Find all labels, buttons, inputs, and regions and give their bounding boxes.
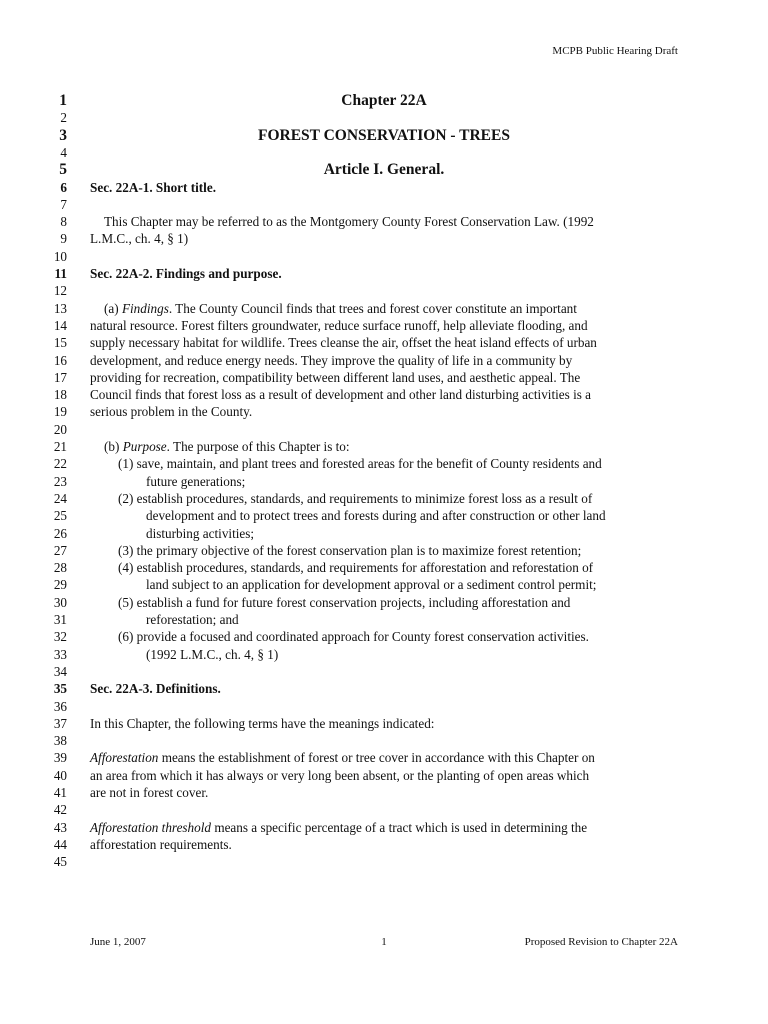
line-40	[0, 767, 768, 784]
line-9	[0, 230, 768, 247]
line-number: 2	[60, 110, 67, 126]
line-number: 28	[53, 560, 67, 576]
line-text: Sec. 22A-2. Findings and purpose.	[90, 266, 282, 281]
line-24	[0, 490, 768, 507]
line-text: land subject to an application for development approval or a sediment control permit;	[146, 577, 597, 593]
line-text: reforestation; and	[146, 612, 239, 627]
line-number: 31	[53, 612, 67, 627]
defined-term: Findings	[121, 300, 169, 316]
line-number: 1	[59, 92, 67, 109]
line-text: (4) establish procedures, standards, and requirements for afforestation and reforestation of	[118, 560, 594, 576]
line-text: future generations;	[146, 473, 246, 489]
page-number: 1	[381, 936, 387, 948]
line-text: Sec. 22A-3. Definitions.	[90, 681, 221, 697]
line-number: 3	[59, 126, 67, 144]
line-number: 25	[53, 508, 67, 524]
line-text: Afforestation threshold means a specific percentage of a tract which is used in determining the	[90, 819, 588, 835]
line-text: Council finds that forest loss as a result of development and other land disturbing activities is a	[90, 387, 592, 403]
line-text: (1992 L.M.C., ch. 4, § 1)	[146, 646, 279, 662]
line-text: disturbing activities;	[146, 525, 255, 541]
line-text: natural resource. Forest filters groundwater, reduce surface runoff, help alleviate flooding, and	[90, 317, 588, 333]
line-42	[0, 801, 768, 818]
line-number: 19	[53, 404, 67, 420]
line-20	[0, 421, 768, 438]
defined-term: Afforestation	[90, 750, 159, 766]
line-number: 42	[53, 802, 67, 818]
line-43	[0, 819, 768, 836]
line-3	[0, 127, 768, 144]
line-44	[0, 836, 768, 853]
line-text: (1) save, maintain, and plant trees and forested areas for the benefit of County residents and	[118, 456, 602, 472]
line-27	[0, 542, 768, 559]
line-number: 11	[54, 266, 67, 281]
line-22	[0, 455, 768, 472]
line-number: 43	[53, 819, 67, 835]
line-number: 27	[53, 542, 67, 558]
line-text: Chapter 22A	[341, 92, 427, 109]
line-number: 22	[53, 456, 67, 472]
line-13	[0, 300, 768, 317]
line-37	[0, 715, 768, 732]
line-number: 44	[53, 836, 67, 852]
line-number: 40	[53, 767, 67, 783]
line-number: 12	[53, 283, 67, 299]
defined-term: Afforestation threshold	[90, 819, 212, 835]
line-number: 41	[53, 785, 67, 800]
line-number: 36	[53, 698, 67, 714]
line-text: (3) the primary objective of the forest conservation plan is to maximize forest retention;	[118, 542, 582, 558]
line-number: 45	[53, 854, 67, 870]
line-number: 16	[53, 352, 67, 368]
line-28	[0, 559, 768, 576]
line-number: 39	[53, 750, 67, 766]
line-text: FOREST CONSERVATION - TREES	[258, 126, 510, 144]
line-30	[0, 594, 768, 611]
line-23	[0, 473, 768, 490]
line-16	[0, 352, 768, 369]
page-footer	[90, 936, 678, 948]
line-number: 23	[53, 473, 67, 489]
line-text: (a) Findings. The County Council finds that trees and forest cover constitute an important	[104, 300, 577, 316]
line-25	[0, 507, 768, 524]
line-text: an area from which it has always or very long been absent, or the planting of open areas which	[90, 767, 590, 783]
line-17	[0, 369, 768, 386]
line-number: 21	[53, 439, 67, 454]
line-number: 35	[53, 681, 67, 697]
line-number: 33	[53, 646, 67, 662]
line-11	[0, 265, 768, 282]
footer-title: Proposed Revision to Chapter 22A	[524, 936, 678, 948]
line-38	[0, 732, 768, 749]
line-text: This Chapter may be referred to as the Montgomery County Forest Conservation Law. (1992	[104, 214, 594, 230]
line-text: are not in forest cover.	[90, 785, 209, 800]
line-number: 13	[53, 300, 67, 316]
line-number: 18	[53, 387, 67, 403]
line-number: 10	[53, 248, 67, 264]
line-number: 5	[59, 161, 67, 179]
line-4	[0, 144, 768, 161]
line-6	[0, 179, 768, 196]
defined-term: Purpose	[122, 439, 167, 454]
line-text: serious problem in the County.	[90, 404, 253, 420]
line-26	[0, 525, 768, 542]
line-number: 14	[53, 317, 67, 333]
line-21	[0, 438, 768, 455]
line-number: 26	[53, 525, 67, 541]
line-31	[0, 611, 768, 628]
line-number: 15	[53, 335, 67, 351]
line-8	[0, 213, 768, 230]
line-7	[0, 196, 768, 213]
line-text: Sec. 22A-1. Short title.	[90, 179, 216, 195]
line-33	[0, 646, 768, 663]
line-number: 20	[53, 421, 67, 437]
line-1	[0, 92, 768, 109]
line-number: 6	[60, 179, 67, 195]
line-text: L.M.C., ch. 4, § 1)	[90, 231, 189, 247]
line-text: (b) Purpose. The purpose of this Chapter is to:	[104, 439, 350, 454]
footer-date: June 1, 2007	[90, 936, 146, 948]
line-number: 29	[53, 577, 67, 593]
line-text: Article I. General.	[323, 161, 445, 179]
line-number: 32	[53, 629, 67, 645]
line-text: afforestation requirements.	[90, 836, 232, 852]
line-15	[0, 334, 768, 351]
line-text: providing for recreation, compatibility between different land uses, and aesthetic appeal. The	[90, 369, 581, 385]
line-32	[0, 628, 768, 645]
line-number: 17	[53, 369, 67, 385]
line-12	[0, 282, 768, 299]
line-text: supply necessary habitat for wildlife. Trees cleanse the air, offset the heat island effects of urban	[90, 335, 597, 351]
line-number: 38	[53, 733, 67, 749]
line-number: 9	[60, 231, 67, 247]
line-text: In this Chapter, the following terms have the meanings indicated:	[90, 715, 435, 731]
line-14	[0, 317, 768, 334]
line-35	[0, 680, 768, 697]
line-2	[0, 109, 768, 126]
line-number: 7	[60, 196, 67, 212]
line-text: development and to protect trees and forests during and after construction or other land	[146, 508, 606, 524]
line-number: 30	[53, 594, 67, 610]
line-10	[0, 248, 768, 265]
line-number: 8	[60, 214, 67, 230]
line-41	[0, 784, 768, 801]
line-18	[0, 386, 768, 403]
line-number: 34	[53, 663, 67, 679]
line-45	[0, 853, 768, 870]
line-number: 24	[53, 490, 67, 506]
line-number: 37	[53, 715, 67, 731]
line-29	[0, 576, 768, 593]
line-text: (6) provide a focused and coordinated approach for County forest conservation activities.	[118, 629, 589, 645]
line-text: Afforestation means the establishment of forest or tree cover in accordance with this Chapter on	[90, 750, 595, 766]
line-39	[0, 749, 768, 766]
line-5	[0, 161, 768, 178]
line-36	[0, 698, 768, 715]
line-number: 4	[60, 144, 67, 160]
line-text: development, and reduce energy needs. They improve the quality of life in a community by	[90, 352, 573, 368]
line-19	[0, 403, 768, 420]
draft-label: MCPB Public Hearing Draft	[552, 45, 678, 57]
line-34	[0, 663, 768, 680]
line-text: (5) establish a fund for future forest conservation projects, including afforestation and	[118, 594, 571, 610]
line-text: (2) establish procedures, standards, and requirements to minimize forest loss as a result of	[118, 490, 593, 506]
